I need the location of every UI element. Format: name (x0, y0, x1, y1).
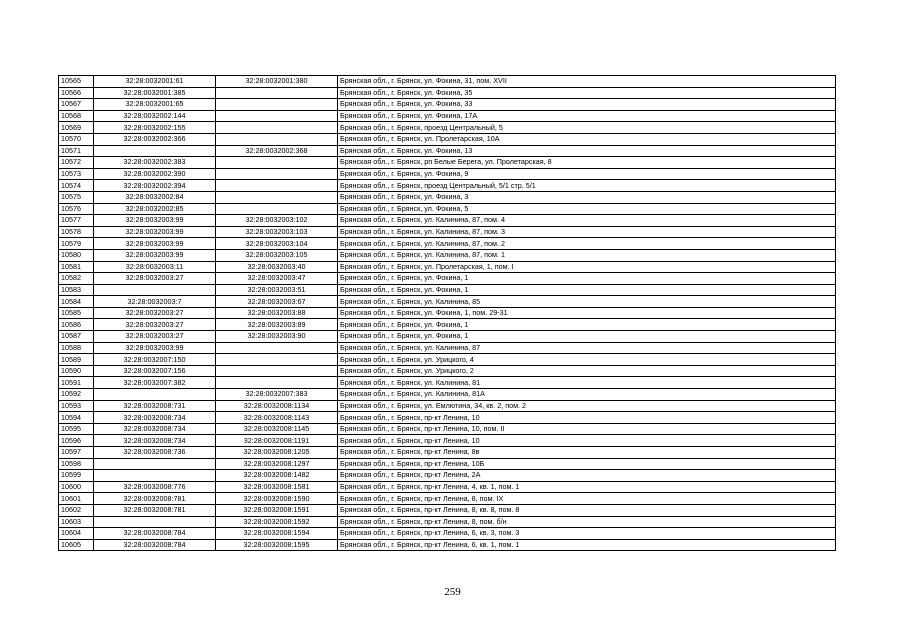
cadastral-number-cell: 32:28:0032008:734 (94, 423, 216, 435)
address-cell: Брянская обл., г. Брянск, ул. Фокина, 1 (338, 331, 836, 343)
cadastral-number-cell: 32:28:0032001:61 (94, 76, 216, 88)
address-cell: Брянская обл., г. Брянск, пр-кт Ленина, 10 (338, 435, 836, 447)
address-cell: Брянская обл., г. Брянск, ул. Урицкого, 4 (338, 354, 836, 366)
object-cadastral-number-cell: 32:28:0032003:40 (216, 261, 338, 273)
table-row (59, 458, 836, 470)
row-number-cell: 10601 (59, 493, 94, 505)
cadastral-number-cell: 32:28:0032003:99 (94, 215, 216, 227)
object-cadastral-number-cell (216, 168, 338, 180)
address-cell: Брянская обл., г. Брянск, ул. Фокина, 35 (338, 87, 836, 99)
table-row (59, 354, 836, 366)
table-row (59, 389, 836, 401)
address-cell: Брянская обл., г. Брянск, пр-кт Ленина, 2А (338, 470, 836, 482)
table-row (59, 331, 836, 343)
row-number-cell: 10574 (59, 180, 94, 192)
table-row (59, 493, 836, 505)
object-cadastral-number-cell (216, 180, 338, 192)
address-cell: Брянская обл., г. Брянск, проезд Центральный, 5/1 стр. 5/1 (338, 180, 836, 192)
table-row (59, 342, 836, 354)
row-number-cell: 10586 (59, 319, 94, 331)
table-row (59, 296, 836, 308)
table-row (59, 168, 836, 180)
object-cadastral-number-cell: 32:28:0032007:383 (216, 389, 338, 401)
row-number-cell: 10590 (59, 365, 94, 377)
table-row (59, 481, 836, 493)
address-cell: Брянская обл., г. Брянск, ул. Пролетарская, 1, пом. I (338, 261, 836, 273)
row-number-cell: 10596 (59, 435, 94, 447)
cadastral-number-cell (94, 284, 216, 296)
row-number-cell: 10567 (59, 99, 94, 111)
address-cell: Брянская обл., г. Брянск, пр-кт Ленина, 8в (338, 447, 836, 459)
cadastral-number-cell (94, 389, 216, 401)
table-row (59, 307, 836, 319)
row-number-cell: 10569 (59, 122, 94, 134)
table-row (59, 215, 836, 227)
address-cell: Брянская обл., г. Брянск, ул. Урицкого, 2 (338, 365, 836, 377)
row-number-cell: 10593 (59, 400, 94, 412)
table-row (59, 412, 836, 424)
cadastral-number-cell (94, 458, 216, 470)
cadastral-number-cell (94, 470, 216, 482)
address-cell: Брянская обл., г. Брянск, ул. Фокина, 1 (338, 284, 836, 296)
cadastral-number-cell: 32:28:0032003:7 (94, 296, 216, 308)
cadastral-number-cell: 32:28:0032002:394 (94, 180, 216, 192)
address-cell: Брянская обл., г. Брянск, ул. Калинина, 81 (338, 377, 836, 389)
table-row (59, 470, 836, 482)
address-cell: Брянская обл., г. Брянск, ул. Калинина, 87 (338, 342, 836, 354)
address-cell: Брянская обл., г. Брянск, пр-кт Ленина, 6, кв. 3, пом. 3 (338, 528, 836, 540)
table-row (59, 191, 836, 203)
row-number-cell: 10572 (59, 157, 94, 169)
address-cell: Брянская обл., г. Брянск, ул. Фокина, 13 (338, 145, 836, 157)
table-row (59, 110, 836, 122)
cadastral-number-cell: 32:28:0032003:11 (94, 261, 216, 273)
address-cell: Брянская обл., г. Брянск, ул. Калинина, 87, пом. 2 (338, 238, 836, 250)
address-cell: Брянская обл., г. Брянск, ул. Фокина, 31, пом. XVII (338, 76, 836, 88)
object-cadastral-number-cell (216, 342, 338, 354)
row-number-cell: 10604 (59, 528, 94, 540)
object-cadastral-number-cell: 32:28:0032003:105 (216, 249, 338, 261)
address-cell: Брянская обл., г. Брянск, ул. Фокина, 33 (338, 99, 836, 111)
cadastral-number-cell: 32:28:0032008:781 (94, 504, 216, 516)
cadastral-number-cell: 32:28:0032001:65 (94, 99, 216, 111)
address-cell: Брянская обл., г. Брянск, проезд Центральный, 5 (338, 122, 836, 134)
object-cadastral-number-cell: 32:28:0032008:1595 (216, 539, 338, 551)
table-row (59, 447, 836, 459)
row-number-cell: 10588 (59, 342, 94, 354)
table-row (59, 377, 836, 389)
object-cadastral-number-cell (216, 99, 338, 111)
address-cell: Брянская обл., г. Брянск, ул. Фокина, 5 (338, 203, 836, 215)
table-row (59, 435, 836, 447)
address-cell: Брянская обл., г. Брянск, ул. Фокина, 1 (338, 319, 836, 331)
address-cell: Брянская обл., г. Брянск, ул. Пролетарская, 10А (338, 133, 836, 145)
address-cell: Брянская обл., г. Брянск, ул. Калинина, 85 (338, 296, 836, 308)
address-cell: Брянская обл., г. Брянск, ул. Калинина, 81А (338, 389, 836, 401)
cadastral-number-cell (94, 145, 216, 157)
cadastral-number-cell: 32:28:0032002:383 (94, 157, 216, 169)
address-cell: Брянская обл., г. Брянск, ул. Фокина, 3 (338, 191, 836, 203)
cadastral-number-cell: 32:28:0032008:784 (94, 539, 216, 551)
object-cadastral-number-cell (216, 365, 338, 377)
table-row (59, 249, 836, 261)
cadastral-number-cell: 32:28:0032003:27 (94, 319, 216, 331)
address-cell: Брянская обл., г. Брянск, рп Белые Берега, ул. Пролетарская, 8 (338, 157, 836, 169)
table-row (59, 87, 836, 99)
object-cadastral-number-cell: 32:28:0032008:1581 (216, 481, 338, 493)
object-cadastral-number-cell: 32:28:0032003:102 (216, 215, 338, 227)
address-cell: Брянская обл., г. Брянск, пр-кт Ленина, 6, кв. 1, пом. 1 (338, 539, 836, 551)
cadastral-number-cell: 32:28:0032003:27 (94, 331, 216, 343)
object-cadastral-number-cell: 32:28:0032008:1205 (216, 447, 338, 459)
table-row (59, 238, 836, 250)
table-row (59, 99, 836, 111)
cadastral-number-cell: 32:28:0032008:776 (94, 481, 216, 493)
row-number-cell: 10602 (59, 504, 94, 516)
cadastral-number-cell: 32:28:0032003:99 (94, 226, 216, 238)
table-row (59, 504, 836, 516)
page-number: 259 (444, 586, 461, 598)
row-number-cell: 10579 (59, 238, 94, 250)
table-row (59, 516, 836, 528)
address-cell: Брянская обл., г. Брянск, ул. Фокина, 1, пом. 29-31 (338, 307, 836, 319)
object-cadastral-number-cell: 32:28:0032003:47 (216, 273, 338, 285)
cadastral-number-cell: 32:28:0032008:731 (94, 400, 216, 412)
address-cell: Брянская обл., г. Брянск, пр-кт Ленина, 10 (338, 412, 836, 424)
object-cadastral-number-cell (216, 203, 338, 215)
row-number-cell: 10565 (59, 76, 94, 88)
row-number-cell: 10581 (59, 261, 94, 273)
object-cadastral-number-cell (216, 377, 338, 389)
row-number-cell: 10598 (59, 458, 94, 470)
row-number-cell: 10589 (59, 354, 94, 366)
object-cadastral-number-cell: 32:28:0032003:67 (216, 296, 338, 308)
object-cadastral-number-cell: 32:28:0032008:1191 (216, 435, 338, 447)
row-number-cell: 10603 (59, 516, 94, 528)
table-row (59, 133, 836, 145)
row-number-cell: 10587 (59, 331, 94, 343)
cadastral-number-cell: 32:28:0032002:85 (94, 203, 216, 215)
address-cell: Брянская обл., г. Брянск, ул. Фокина, 17А (338, 110, 836, 122)
object-cadastral-number-cell (216, 157, 338, 169)
object-cadastral-number-cell: 32:28:0032003:88 (216, 307, 338, 319)
row-number-cell: 10571 (59, 145, 94, 157)
table-row (59, 180, 836, 192)
object-cadastral-number-cell: 32:28:0032003:90 (216, 331, 338, 343)
table-row (59, 145, 836, 157)
object-cadastral-number-cell: 32:28:0032002:368 (216, 145, 338, 157)
object-cadastral-number-cell: 32:28:0032003:104 (216, 238, 338, 250)
row-number-cell: 10573 (59, 168, 94, 180)
cadastral-number-cell: 32:28:0032007:150 (94, 354, 216, 366)
row-number-cell: 10583 (59, 284, 94, 296)
row-number-cell: 10597 (59, 447, 94, 459)
table-row (59, 203, 836, 215)
address-cell: Брянская обл., г. Брянск, пр-кт Ленина, 4, кв. 1, пом. 1 (338, 481, 836, 493)
table-row (59, 76, 836, 88)
row-number-cell: 10584 (59, 296, 94, 308)
address-cell: Брянская обл., г. Брянск, ул. Калинина, 87, пом. 4 (338, 215, 836, 227)
table-row (59, 423, 836, 435)
cadastral-number-cell: 32:28:0032002:84 (94, 191, 216, 203)
address-cell: Брянская обл., г. Брянск, пр-кт Ленина, 8, пом. IX (338, 493, 836, 505)
object-cadastral-number-cell: 32:28:0032008:1591 (216, 504, 338, 516)
address-cell: Брянская обл., г. Брянск, ул. Емлютина, 34, кв. 2, пом. 2 (338, 400, 836, 412)
row-number-cell: 10605 (59, 539, 94, 551)
address-cell: Брянская обл., г. Брянск, ул. Калинина, 87, пом. 3 (338, 226, 836, 238)
registry-table-body (59, 76, 836, 551)
row-number-cell: 10591 (59, 377, 94, 389)
object-cadastral-number-cell: 32:28:0032008:1592 (216, 516, 338, 528)
object-cadastral-number-cell: 32:28:0032008:1297 (216, 458, 338, 470)
cadastral-number-cell: 32:28:0032003:99 (94, 249, 216, 261)
table-row (59, 284, 836, 296)
table-row (59, 400, 836, 412)
cadastral-number-cell: 32:28:0032008:781 (94, 493, 216, 505)
table-row (59, 528, 836, 540)
table-row (59, 365, 836, 377)
object-cadastral-number-cell (216, 133, 338, 145)
cadastral-number-cell: 32:28:0032002:390 (94, 168, 216, 180)
address-cell: Брянская обл., г. Брянск, пр-кт Ленина, 8, пом. б/н (338, 516, 836, 528)
cadastral-number-cell (94, 516, 216, 528)
table-row (59, 226, 836, 238)
row-number-cell: 10568 (59, 110, 94, 122)
cadastral-number-cell: 32:28:0032003:99 (94, 342, 216, 354)
row-number-cell: 10582 (59, 273, 94, 285)
row-number-cell: 10578 (59, 226, 94, 238)
address-cell: Брянская обл., г. Брянск, пр-кт Ленина, 10, пом. II (338, 423, 836, 435)
row-number-cell: 10599 (59, 470, 94, 482)
row-number-cell: 10577 (59, 215, 94, 227)
table-row (59, 273, 836, 285)
row-number-cell: 10566 (59, 87, 94, 99)
cadastral-number-cell: 32:28:0032002:144 (94, 110, 216, 122)
table-row (59, 122, 836, 134)
cadastral-number-cell: 32:28:0032008:734 (94, 412, 216, 424)
object-cadastral-number-cell: 32:28:0032003:103 (216, 226, 338, 238)
row-number-cell: 10575 (59, 191, 94, 203)
row-number-cell: 10580 (59, 249, 94, 261)
cadastral-number-cell: 32:28:0032002:155 (94, 122, 216, 134)
row-number-cell: 10595 (59, 423, 94, 435)
cadastral-number-cell: 32:28:0032003:99 (94, 238, 216, 250)
row-number-cell: 10576 (59, 203, 94, 215)
row-number-cell: 10600 (59, 481, 94, 493)
table-row (59, 539, 836, 551)
object-cadastral-number-cell (216, 354, 338, 366)
object-cadastral-number-cell: 32:28:0032008:1134 (216, 400, 338, 412)
object-cadastral-number-cell (216, 87, 338, 99)
object-cadastral-number-cell (216, 191, 338, 203)
object-cadastral-number-cell: 32:28:0032008:1143 (216, 412, 338, 424)
cadastral-number-cell: 32:28:0032001:385 (94, 87, 216, 99)
cadastral-number-cell: 32:28:0032003:27 (94, 273, 216, 285)
object-cadastral-number-cell: 32:28:0032003:51 (216, 284, 338, 296)
row-number-cell: 10570 (59, 133, 94, 145)
address-cell: Брянская обл., г. Брянск, ул. Фокина, 9 (338, 168, 836, 180)
object-cadastral-number-cell: 32:28:0032008:1594 (216, 528, 338, 540)
table-row (59, 319, 836, 331)
address-cell: Брянская обл., г. Брянск, ул. Фокина, 1 (338, 273, 836, 285)
address-cell: Брянская обл., г. Брянск, пр-кт Ленина, 8, кв. 8, пом. 8 (338, 504, 836, 516)
table-row (59, 157, 836, 169)
cadastral-number-cell: 32:28:0032008:736 (94, 447, 216, 459)
address-cell: Брянская обл., г. Брянск, пр-кт Ленина, 10Б (338, 458, 836, 470)
object-cadastral-number-cell: 32:28:0032001:380 (216, 76, 338, 88)
address-cell: Брянская обл., г. Брянск, ул. Калинина, 87, пом. 1 (338, 249, 836, 261)
cadastral-number-cell: 32:28:0032008:784 (94, 528, 216, 540)
object-cadastral-number-cell: 32:28:0032008:1590 (216, 493, 338, 505)
row-number-cell: 10592 (59, 389, 94, 401)
registry-table (58, 75, 836, 551)
object-cadastral-number-cell (216, 122, 338, 134)
row-number-cell: 10594 (59, 412, 94, 424)
object-cadastral-number-cell: 32:28:0032003:89 (216, 319, 338, 331)
table-row (59, 261, 836, 273)
object-cadastral-number-cell: 32:28:0032008:1145 (216, 423, 338, 435)
object-cadastral-number-cell (216, 110, 338, 122)
cadastral-number-cell: 32:28:0032002:366 (94, 133, 216, 145)
cadastral-number-cell: 32:28:0032007:382 (94, 377, 216, 389)
cadastral-number-cell: 32:28:0032003:27 (94, 307, 216, 319)
object-cadastral-number-cell: 32:28:0032008:1482 (216, 470, 338, 482)
cadastral-number-cell: 32:28:0032008:734 (94, 435, 216, 447)
cadastral-number-cell: 32:28:0032007:156 (94, 365, 216, 377)
row-number-cell: 10585 (59, 307, 94, 319)
